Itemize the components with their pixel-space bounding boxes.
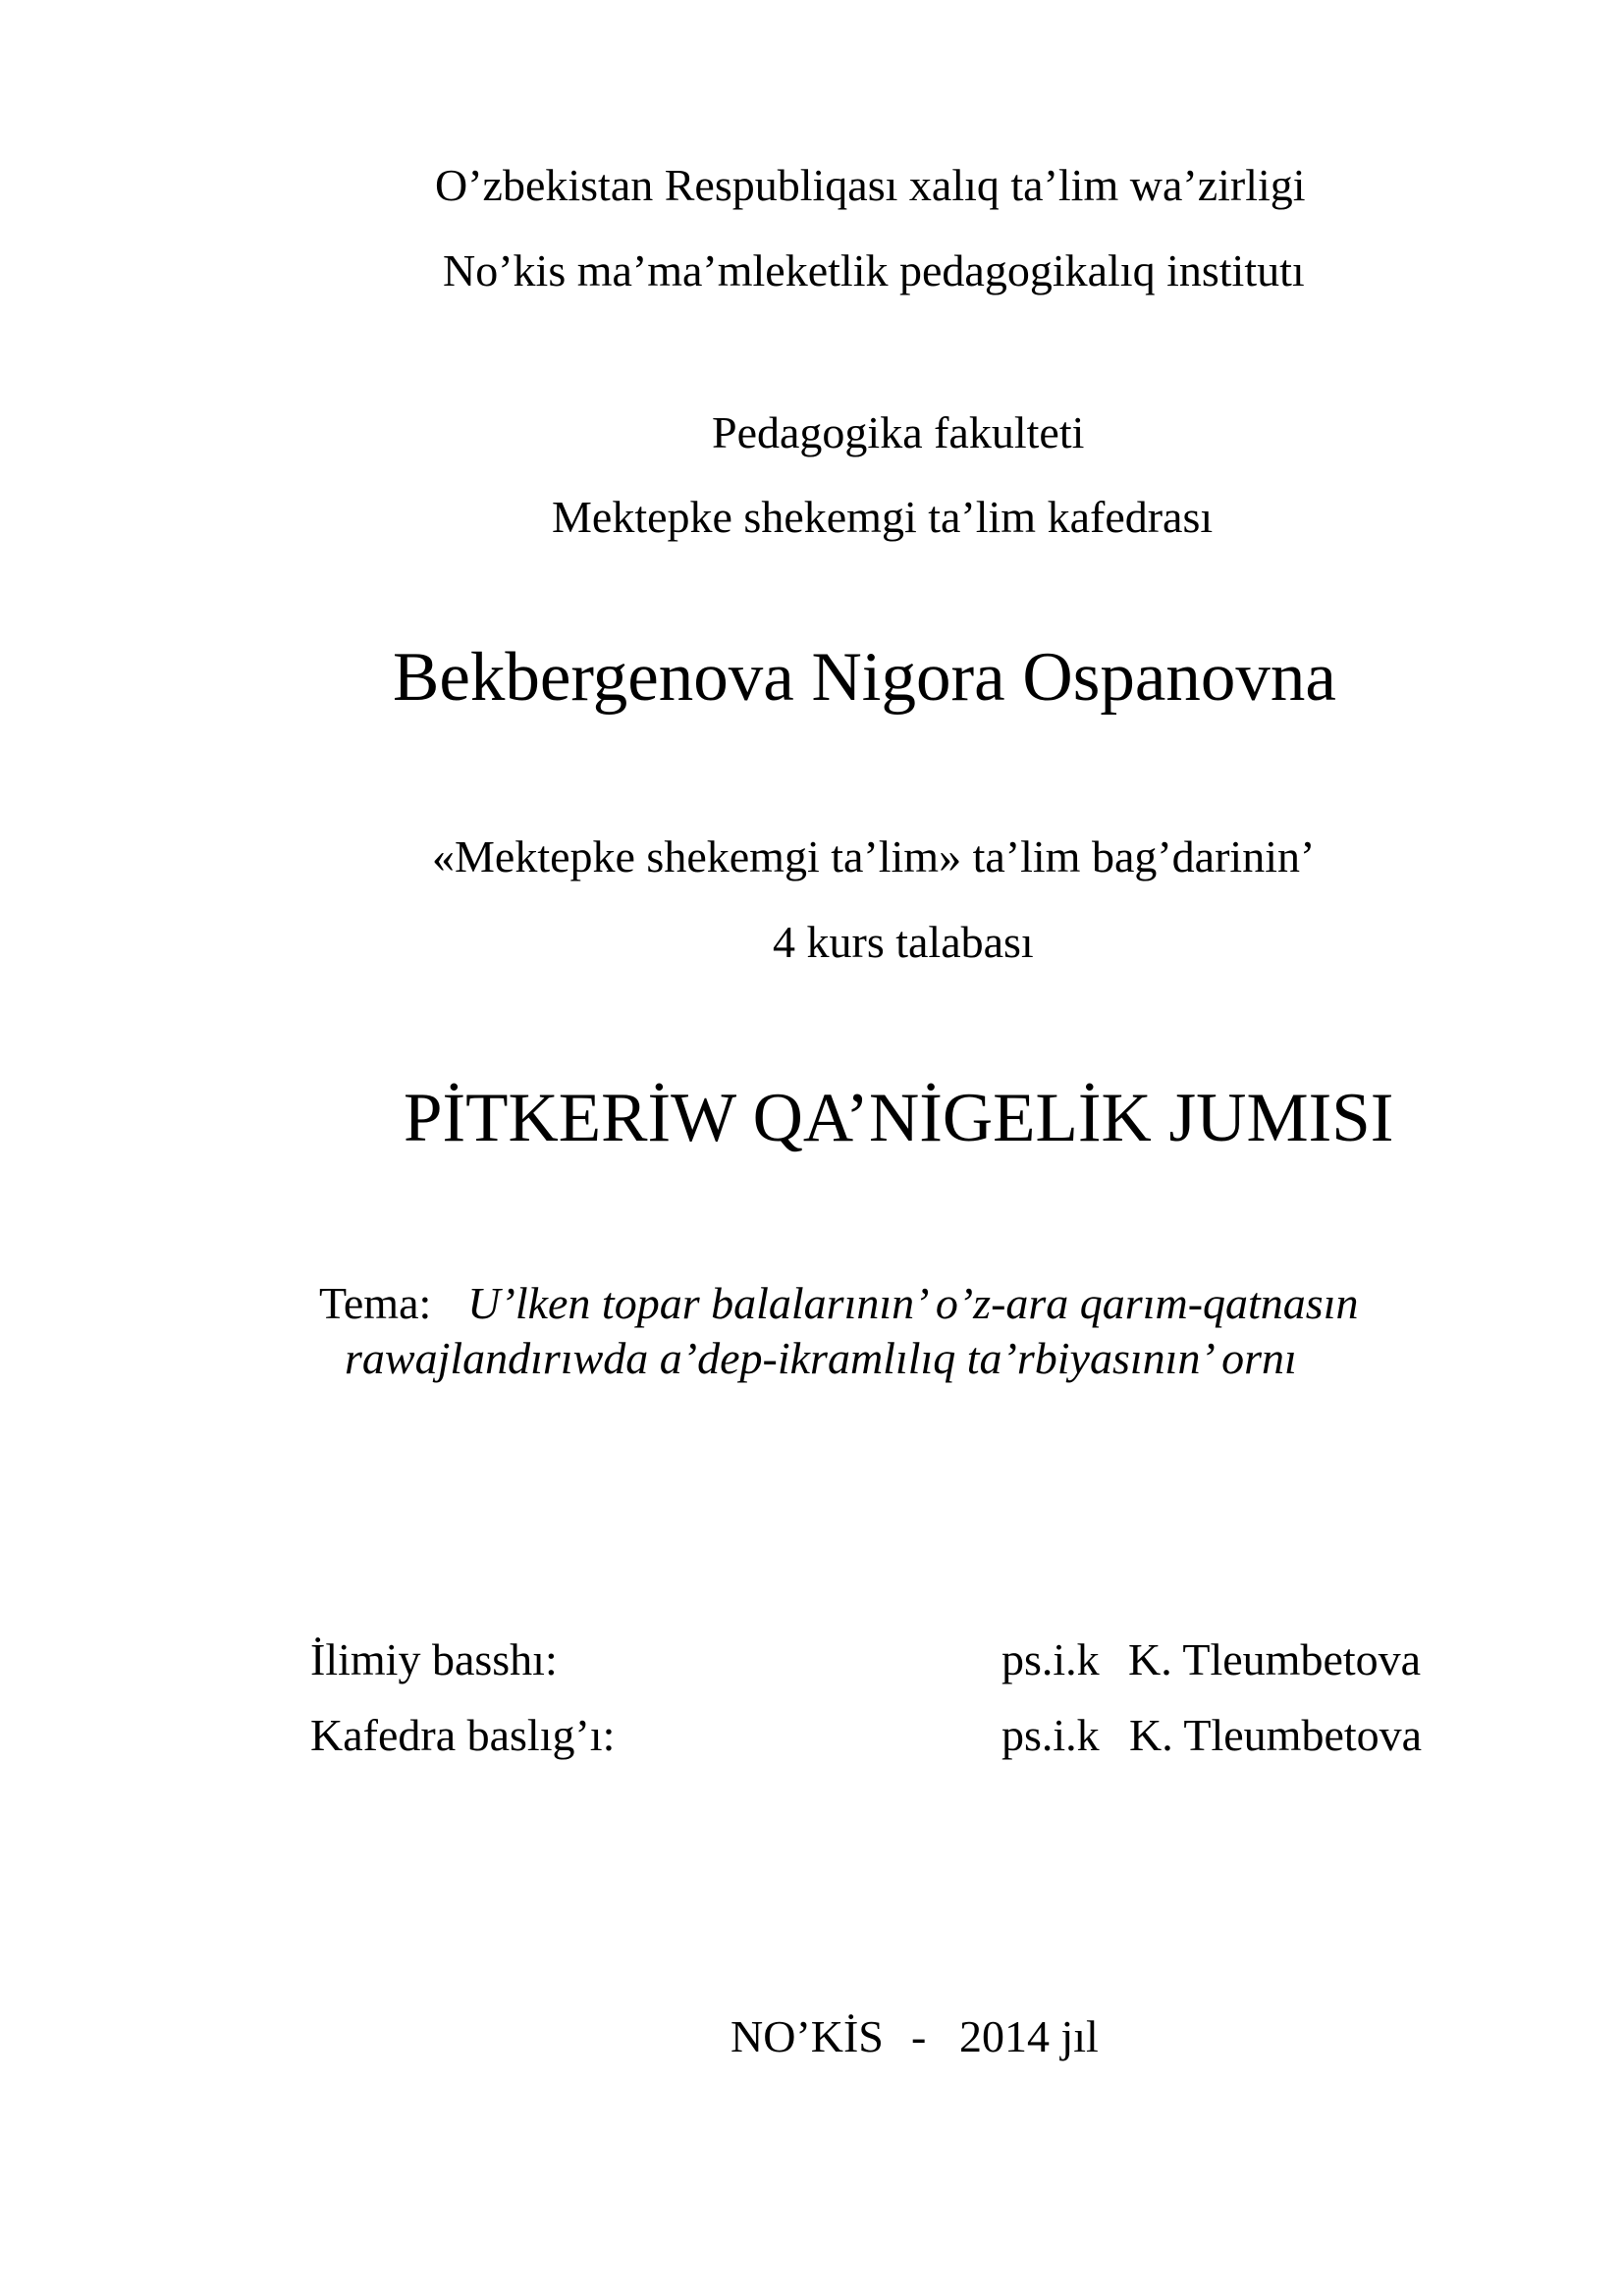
theme-label: Tema:: [319, 1278, 432, 1328]
chair-head-title: ps.i.k: [1001, 1710, 1100, 1760]
supervisor-name: K. Tleumbetova: [1128, 1634, 1422, 1684]
ministry-heading: O’zbekistan Respubliqası xalıq ta’lim wa’zirligi: [435, 160, 1306, 210]
program-line: «Mektepke shekemgi ta’lim» ta’lim bag’darinin’: [432, 831, 1316, 881]
author-name: Bekbergenova Nigora Ospanovna: [393, 639, 1336, 716]
footer-year: 2014 jıl: [959, 2011, 1099, 2061]
supervisor-title: ps.i.k: [1001, 1634, 1100, 1684]
work-type-title: PİTKERİW QA’NİGELİK JUMISI: [404, 1080, 1394, 1156]
theme-text-line1: U’lken topar balalarının’ o’z-ara qarım-qatnasın: [467, 1278, 1359, 1328]
footer-city: NO’KİS: [730, 2011, 884, 2061]
chair-name: Mektepke shekemgi ta’lim kafedrası: [552, 492, 1214, 542]
chair-head-name: K. Tleumbetova: [1129, 1710, 1423, 1760]
footer-dash: -: [911, 2011, 927, 2061]
theme-text-line2: rawajlandırıwda a’dep-ikramlılıq ta’rbiyasının’ ornı: [345, 1333, 1297, 1383]
theme-row: [319, 1278, 1359, 1328]
faculty-name: Pedagogika fakulteti: [712, 407, 1085, 457]
supervisor-role: İlimiy basshı:: [310, 1634, 558, 1684]
institute-heading: No’kis ma’ma’mleketlik pedagogikalıq institutı: [443, 245, 1305, 295]
chair-head-role: Kafedra baslıg’ı:: [310, 1710, 616, 1760]
course-line: 4 kurs talabası: [773, 917, 1034, 967]
